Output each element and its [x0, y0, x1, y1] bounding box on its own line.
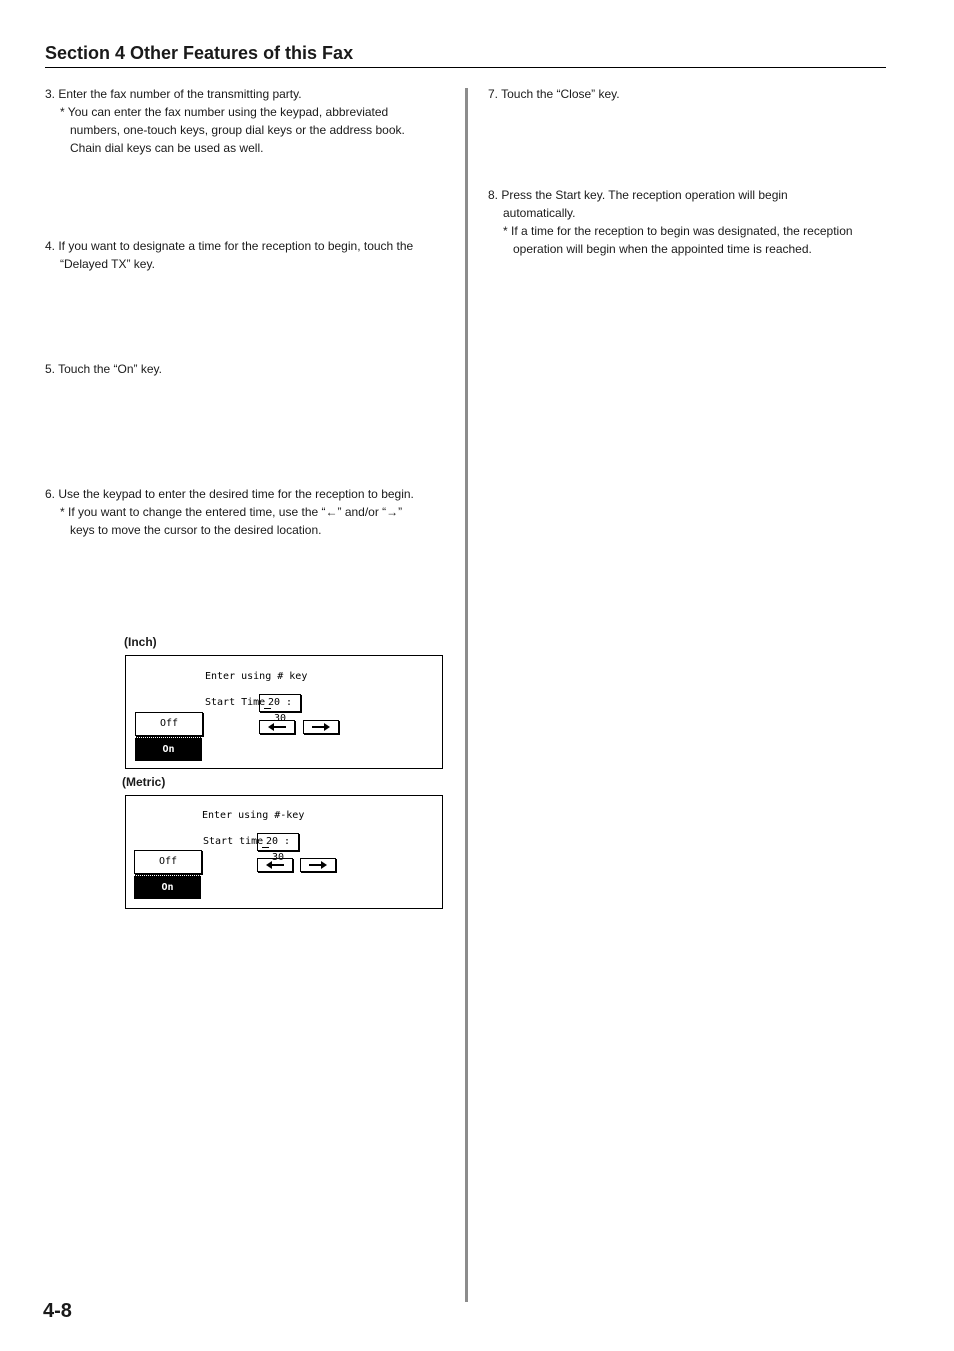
step-6 [45, 485, 455, 539]
step-3-text: 3. Enter the fax number of the transmitting party. [45, 87, 302, 101]
arrow-right-icon [312, 723, 330, 731]
step-3 [45, 85, 455, 157]
cursor-indicator [264, 708, 271, 709]
column-divider [465, 88, 468, 1302]
step-5-text: 5. Touch the “On” key. [45, 362, 162, 376]
step-7-text: 7. Touch the “Close” key. [488, 87, 620, 101]
section-title: Section 4 Other Features of this Fax [45, 43, 354, 63]
step-3-note-line3: Chain dial keys can be used as well. [70, 141, 264, 155]
start-time-label: Start time [203, 836, 264, 847]
start-time-field[interactable] [259, 694, 301, 724]
touch-panel-metric [125, 795, 443, 909]
start-time-value: 20 : 30 [265, 836, 291, 863]
step-4-text: 4. If you want to designate a time for the reception to begin, touch the [45, 239, 414, 253]
figure-label-metric: (Metric) [122, 775, 166, 789]
title-rule [45, 67, 886, 68]
start-time-label: Start Time [205, 697, 266, 708]
step-8 [488, 186, 888, 258]
step-6-text: 6. Use the keypad to enter the desired time for the reception to begin. [45, 487, 414, 501]
prompt-text: Enter using # key [205, 671, 308, 682]
figure-label-inch: (Inch) [124, 635, 157, 649]
start-time-value: 20 : 30 [267, 697, 293, 724]
prompt-text: Enter using #-key [202, 810, 305, 821]
step-8-text-line2: automatically. [503, 206, 576, 220]
step-8-text: 8. Press the Start key. The reception operation will begin [488, 188, 788, 202]
on-button[interactable]: On [135, 737, 202, 761]
step-3-note-line2: numbers, one-touch keys, group dial keys or the address book. [70, 123, 405, 137]
cursor-indicator [262, 847, 269, 848]
step-5 [45, 360, 455, 378]
off-button[interactable]: Off [134, 850, 202, 874]
left-arrow-button[interactable] [257, 858, 293, 872]
right-arrow-button[interactable] [303, 720, 339, 734]
right-arrow-button[interactable] [300, 858, 336, 872]
arrow-left-icon [266, 861, 284, 869]
on-button[interactable]: On [134, 875, 201, 899]
step-4 [45, 237, 455, 273]
step-8-note-line2: operation will begin when the appointed time is reached. [513, 242, 812, 256]
step-4-text-line2: “Delayed TX” key. [60, 257, 155, 271]
arrow-right-icon [309, 861, 327, 869]
left-arrow-button[interactable] [259, 720, 295, 734]
step-8-note-line1: * If a time for the reception to begin was designated, the reception [503, 224, 853, 238]
off-button[interactable]: Off [135, 712, 203, 736]
step-3-note-line1: * You can enter the fax number using the keypad, abbreviated [60, 105, 389, 119]
touch-panel-inch [125, 655, 443, 769]
step-7 [488, 85, 888, 103]
start-time-field[interactable] [257, 833, 299, 863]
step-6-note-line2: keys to move the cursor to the desired location. [70, 523, 322, 537]
step-6-note-line1: * If you want to change the entered time, use the “←” and/or “→” [60, 505, 403, 519]
page-number: 4-8 [43, 1300, 72, 1322]
arrow-left-icon [268, 723, 286, 731]
